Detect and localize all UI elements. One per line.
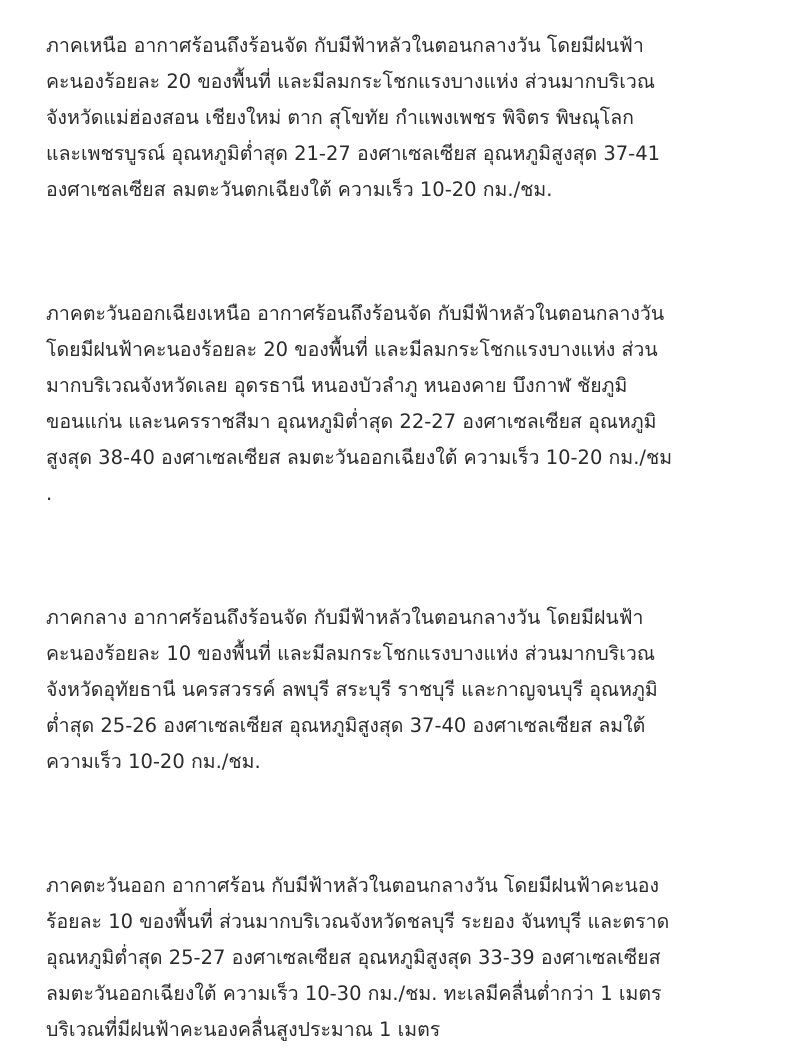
weather-forecast-article: [46, 28, 786, 1048]
paragraph-line: สูงสุด 38-40 องศาเซลเซียส ลมตะวันออกเฉียงใต้ ความเร็ว 10-20 กม./ชม: [46, 446, 673, 469]
paragraph-line: ลมตะวันออกเฉียงใต้ ความเร็ว 10-30 กม./ชม. ทะเลมีคลื่นต่ำกว่า 1 เมตร: [46, 982, 662, 1005]
paragraph-line: .: [46, 482, 53, 505]
paragraph-line: ภาคเหนือ อากาศร้อนถึงร้อนจัด กับมีฟ้าหลัวในตอนกลางวัน โดยมีฝนฟ้า: [46, 34, 644, 57]
paragraph-line: ภาคกลาง อากาศร้อนถึงร้อนจัด กับมีฟ้าหลัวในตอนกลางวัน โดยมีฝนฟ้า: [46, 606, 644, 629]
paragraph-line: ขอนแก่น และนครราชสีมา อุณหภูมิต่ำสุด 22-27 องศาเซลเซียส อุณหภูมิ: [46, 410, 657, 433]
paragraph-line: ร้อยละ 10 ของพื้นที่ ส่วนมากบริเวณจังหวัดชลบุรี ระยอง จันทบุรี และตราด: [46, 910, 670, 933]
paragraph-line: อุณหภูมิต่ำสุด 25-27 องศาเซลเซียส อุณหภูมิสูงสุด 33-39 องศาเซลเซียส: [46, 946, 661, 969]
paragraph-line: คะนองร้อยละ 20 ของพื้นที่ และมีลมกระโชกแรงบางแห่ง ส่วนมากบริเวณ: [46, 70, 655, 93]
paragraph-line: ต่ำสุด 25-26 องศาเซลเซียส อุณหภูมิสูงสุด 37-40 องศาเซลเซียส ลมใต้: [46, 714, 646, 737]
paragraph-line: และเพชรบูรณ์ อุณหภูมิต่ำสุด 21-27 องศาเซลเซียส อุณหภูมิสูงสุด 37-41: [46, 142, 661, 165]
paragraph-line: จังหวัดอุทัยธานี นครสวรรค์ ลพบุรี สระบุรี ราชบุรี และกาญจนบุรี อุณหภูมิ: [46, 678, 658, 701]
paragraph-line: บริเวณที่มีฝนฟ้าคะนองคลื่นสูงประมาณ 1 เมตร: [46, 1018, 441, 1041]
paragraph-line: คะนองร้อยละ 10 ของพื้นที่ และมีลมกระโชกแรงบางแห่ง ส่วนมากบริเวณ: [46, 642, 655, 665]
paragraph-line: มากบริเวณจังหวัดเลย อุดรธานี หนองบัวลำภู หนองคาย บึงกาฬ ชัยภูมิ: [46, 374, 628, 397]
paragraph-line: ภาคตะวันออก อากาศร้อน กับมีฟ้าหลัวในตอนกลางวัน โดยมีฝนฟ้าคะนอง: [46, 874, 660, 897]
paragraph-line: ภาคตะวันออกเฉียงเหนือ อากาศร้อนถึงร้อนจัด กับมีฟ้าหลัวในตอนกลางวัน: [46, 302, 665, 325]
paragraph-line: จังหวัดแม่ฮ่องสอน เชียงใหม่ ตาก สุโขทัย กำแพงเพชร พิจิตร พิษณุโลก: [46, 106, 634, 129]
east-region-paragraph: [46, 868, 786, 1048]
northeast-region-paragraph: [46, 296, 786, 512]
central-region-paragraph: [46, 600, 786, 780]
north-region-paragraph: [46, 28, 786, 208]
paragraph-line: โดยมีฝนฟ้าคะนองร้อยละ 20 ของพื้นที่ และมีลมกระโชกแรงบางแห่ง ส่วน: [46, 338, 658, 361]
paragraph-line: องศาเซลเซียส ลมตะวันตกเฉียงใต้ ความเร็ว 10-20 กม./ชม.: [46, 178, 553, 201]
paragraph-line: ความเร็ว 10-20 กม./ชม.: [46, 750, 261, 773]
